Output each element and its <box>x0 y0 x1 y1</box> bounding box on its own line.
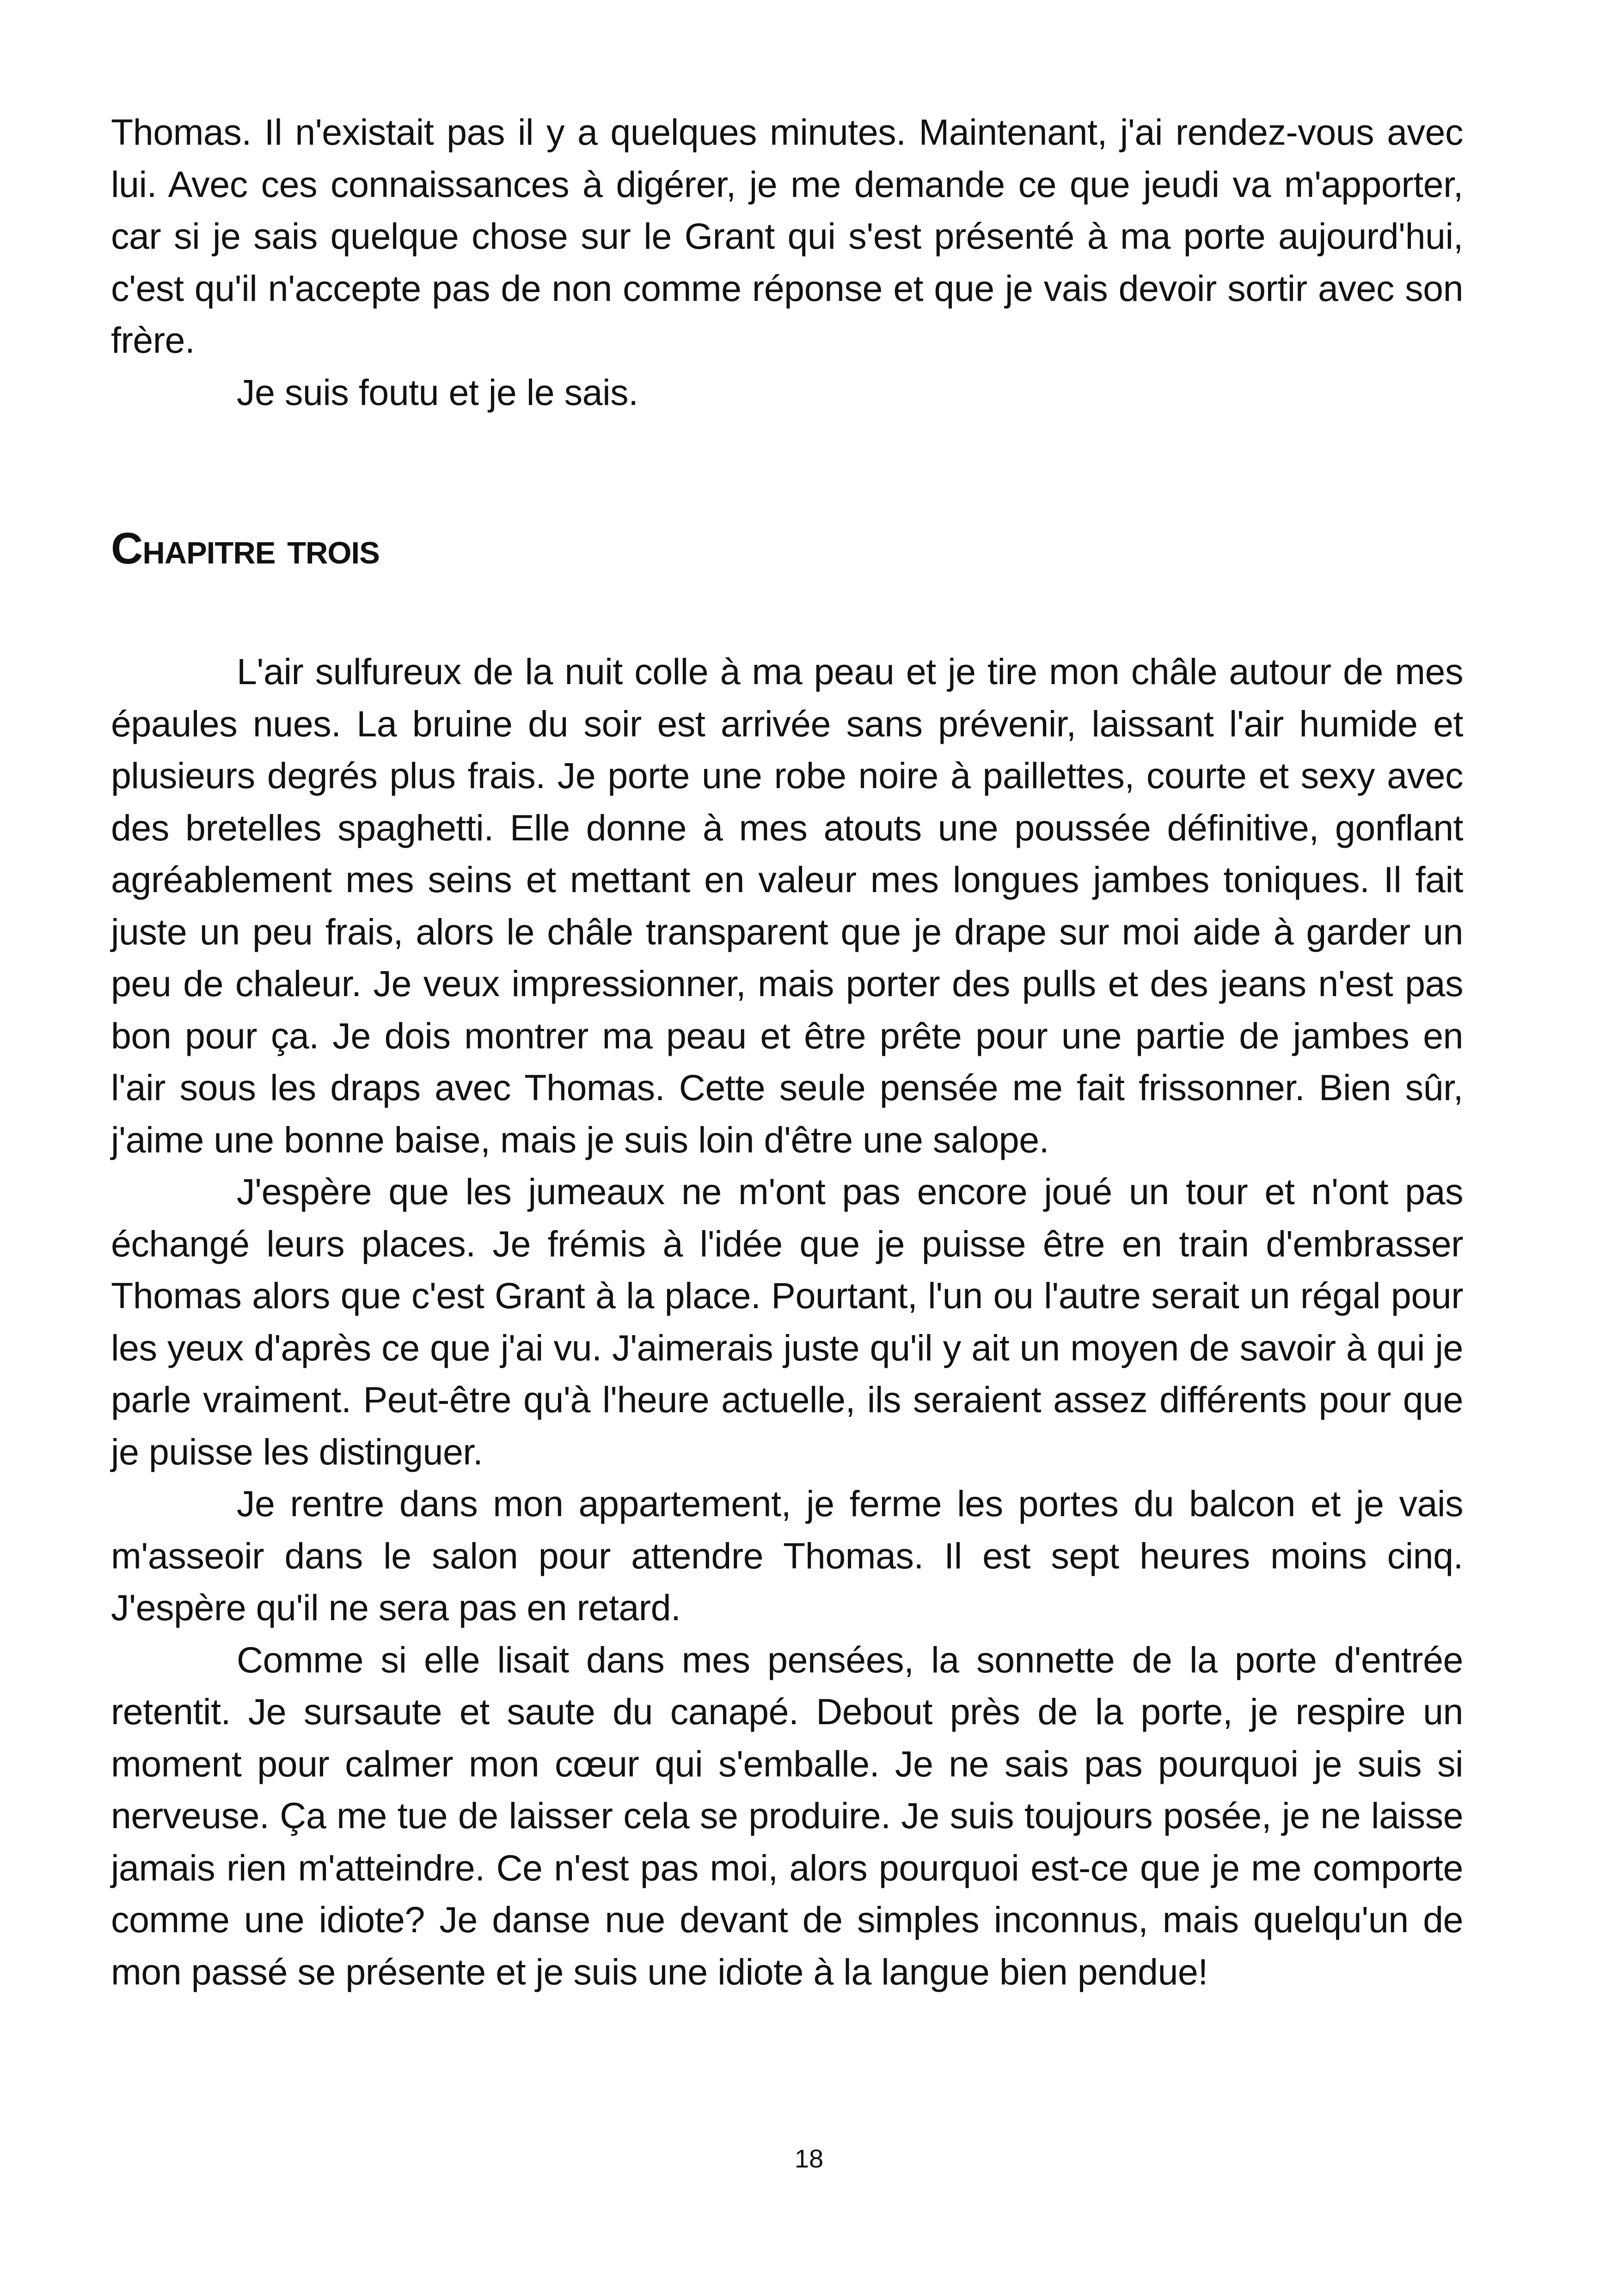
paragraph-continued: Thomas. Il n'existait pas il y a quelques minutes. Maintenant, j'ai rendez-vous avec lui. Avec ces connaissances à digérer, je me demande ce que jeudi va m'apporter, car si je sais quelque chose sur le Grant qui s'est présenté à ma porte aujourd'hui, c'est qu'il n'accepte pas de non comme réponse et que je vais devoir sortir avec son frère. <box>111 111 1463 361</box>
paragraph: J'espère que les jumeaux ne m'ont pas encore joué un tour et n'ont pas échangé leurs places. Je frémis à l'idée que je puisse être en train d'embrasser Thomas alors que c'est Grant à la place. Pourtant, l'un ou l'autre serait un régal pour les yeux d'après ce que j'ai vu. J'aimerais juste qu'il y ait un moyen de savoir à qui je parle vraiment. Peut-être qu'à l'heure actuelle, ils seraient assez différents pour que je puisse les distinguer. <box>111 1171 1463 1472</box>
paragraph: L'air sulfureux de la nuit colle à ma peau et je tire mon châle autour de mes épaules nues. La bruine du soir est arrivée sans prévenir, laissant l'air humide et plusieurs degrés plus frais. Je porte une robe noire à paillettes, courte et sexy avec des bretelles spaghetti. Elle donne à mes atouts une poussée définitive, gonflant agréablement mes seins et mettant en valeur mes longues jambes toniques. Il fait juste un peu frais, alors le châle transparent que je drape sur moi aide à garder un peu de chaleur. Je veux impressionner, mais porter des pulls et des jeans n'est pas bon pour ça. Je dois montrer ma peau et être prête pour une partie de jambes en l'air sous les draps avec Thomas. Cette seule pensée me fait frissonner. Bien sûr, j'aime une bonne baise, mais je suis loin d'être une salope. <box>111 651 1463 1160</box>
paragraph: Je suis foutu et je le sais. <box>237 371 638 413</box>
paragraph: Je rentre dans mon appartement, je ferme les portes du balcon et je vais m'asseoir dans le salon pour attendre Thomas. Il est sept heures moins cinq. J'espère qu'il ne sera pas en retard. <box>111 1483 1463 1628</box>
page-body <box>111 106 1463 1998</box>
paragraph: Comme si elle lisait dans mes pensées, la sonnette de la porte d'entrée retentit. Je sursaute et saute du canapé. Debout près de la porte, je respire un moment pour calmer mon cœur qui s'emballe. Je ne sais pas pourquoi je suis si nerveuse. Ça me tue de laisser cela se produire. Je suis toujours posée, je ne laisse jamais rien m'atteindre. Ce n'est pas moi, alors pourquoi est-ce que je me comporte comme une idiote? Je danse nue devant de simples inconnus, mais quelqu'un de mon passé se présente et je suis une idiote à la langue bien pendue! <box>111 1639 1463 1992</box>
chapter-title: Chapitre trois <box>111 524 380 573</box>
page-number: 18 <box>794 2144 824 2173</box>
